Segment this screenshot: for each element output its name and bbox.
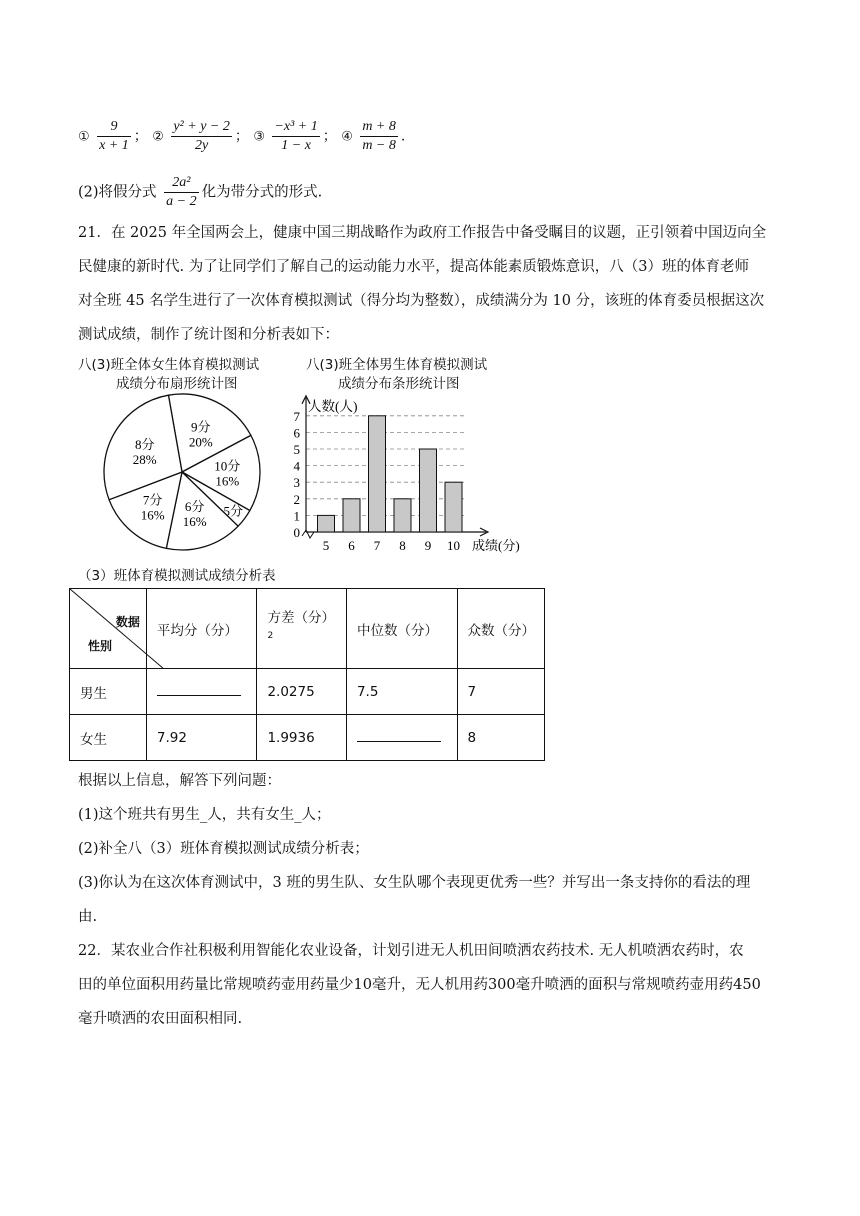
header-mode: 众数（分）	[457, 589, 544, 669]
answer-blank[interactable]	[357, 729, 441, 742]
part2-fraction	[164, 174, 198, 211]
row-label: 女生	[70, 715, 147, 761]
bar	[420, 449, 437, 532]
cell-mode: 8	[457, 715, 544, 761]
x-tick-label: 5	[322, 538, 330, 553]
q22-line: 毫升喷洒的农田面积相同.	[78, 1011, 243, 1027]
cell-mean: 7.92	[146, 715, 257, 761]
q22-paragraph	[78, 934, 788, 1036]
fraction-4	[360, 118, 398, 155]
q21-line: 21．在 2025 年全国两会上，健康中国三期战略作为政府工作报告中备受瞩目的议题，正引领着中国迈向全	[78, 225, 767, 241]
header-median: 中位数（分）	[346, 589, 457, 669]
x-tick-label: 6	[348, 538, 355, 553]
fraction-numerator: 2a²	[164, 174, 198, 193]
y-tick-label: 4	[293, 458, 300, 474]
header-mean: 平均分（分）	[146, 589, 257, 669]
x-tick-label: 8	[399, 538, 406, 553]
fraction-3	[272, 118, 319, 155]
bar	[369, 416, 386, 532]
x-axis-label: 成绩(分)	[472, 538, 520, 553]
q21-questions	[78, 764, 788, 934]
bar	[445, 482, 462, 532]
y-tick-label: 6	[293, 425, 300, 441]
pie-slice-label: 9分	[191, 419, 211, 435]
fraction-denominator: 1 − x	[281, 138, 311, 153]
pie-slice-percent: 16%	[140, 507, 165, 523]
table-row	[70, 715, 545, 761]
pie-slice-percent: 16%	[182, 513, 207, 529]
pie-slice-label: 6分	[184, 498, 205, 514]
q20-fraction-row	[78, 118, 405, 155]
y-tick-label: 5	[293, 442, 300, 457]
q21-question-line: (2)补全八（3）班体育模拟测试成绩分析表；	[78, 841, 369, 857]
q21-line: 民健康的新时代. 为了让同学们了解自己的运动能力水平，提高体能素质锻炼意识，八（3）班的体育老师	[78, 259, 749, 275]
cell-variance: 1.9936	[257, 715, 347, 761]
bar	[318, 515, 335, 532]
separator: ；	[234, 128, 249, 145]
q21-question-line: 由.	[78, 909, 98, 925]
table-header-row	[70, 589, 545, 669]
q21-paragraph	[78, 216, 788, 352]
corner-cell	[70, 589, 147, 669]
pie-slice-percent: 28%	[132, 451, 157, 467]
fraction-denominator: m − 8	[362, 138, 396, 153]
x-tick-label: 9	[424, 538, 432, 553]
cell-median: 7.5	[346, 669, 457, 715]
pie-slice-percent: 20%	[188, 434, 213, 450]
header-variance-sup: 2	[267, 630, 274, 641]
item-mark: ①	[78, 129, 90, 145]
item-mark: ④	[341, 129, 353, 145]
answer-blank[interactable]	[157, 683, 241, 696]
y-tick-label: 2	[293, 491, 300, 507]
q20-part2	[78, 174, 322, 211]
pie-chart	[96, 386, 268, 558]
corner-top-label: 数据	[115, 615, 140, 629]
bar-title-line1: 八(3)班全体男生体育模拟测试	[306, 357, 488, 373]
pie-slice-label: 8分	[134, 436, 155, 452]
fraction-numerator: −x³ + 1	[272, 118, 319, 137]
cell-median-blank[interactable]	[346, 715, 457, 761]
pie-slice-label: 7分	[142, 492, 163, 508]
fraction-numerator: m + 8	[360, 118, 398, 137]
separator: .	[400, 128, 406, 145]
pie-title-line2: 成绩分布扇形统计图	[116, 376, 238, 392]
item-mark: ③	[253, 129, 265, 145]
bar	[343, 499, 360, 532]
table-caption: （3）班体育模拟测试成绩分析表	[78, 568, 276, 584]
fraction-numerator: y² + y − 2	[171, 118, 232, 137]
axis-break	[302, 530, 314, 538]
fraction-1	[97, 118, 131, 155]
q22-line: 田的单位面积用药量比常规喷药壶用药量少10毫升，无人机用药300毫升喷洒的面积与常规喷药壶用药450	[78, 977, 761, 993]
x-tick-label: 10	[447, 538, 460, 553]
row-label: 男生	[70, 669, 147, 715]
part2-prefix: (2)将假分式	[78, 184, 157, 201]
y-tick-label: 7	[293, 408, 300, 424]
x-tick-label: 7	[373, 538, 381, 553]
corner-bottom-label: 性别	[88, 639, 113, 653]
part2-suffix: 化为带分式的形式.	[201, 184, 323, 201]
item-mark: ②	[152, 129, 164, 145]
cell-variance: 2.0275	[257, 669, 347, 715]
bar-title-line2: 成绩分布条形统计图	[338, 376, 460, 392]
table-row	[70, 669, 545, 715]
pie-slice-percent: 16%	[215, 473, 240, 489]
fraction-numerator: 9	[97, 118, 131, 137]
y-tick-label: 1	[293, 508, 300, 524]
q22-line: 22．某农业合作社积极利用智能化农业设备，计划引进无人机田间喷洒农药技术. 无人机喷洒农药时，农	[78, 943, 744, 959]
fraction-denominator: x + 1	[99, 138, 129, 153]
cell-mode: 7	[457, 669, 544, 715]
q21-question-line: (3)你认为在这次体育测试中，3 班的男生队、女生队哪个表现更优秀一些？并写出一条支持你的看法的理	[78, 875, 751, 891]
bar	[394, 499, 411, 532]
pie-slice-label: 10分	[214, 458, 241, 474]
header-variance	[257, 589, 347, 669]
q21-question-line: (1)这个班共有男生_人，共有女生_人；	[78, 807, 331, 823]
fraction-denominator: 2y	[195, 138, 209, 153]
q21-line: 测试成绩，制作了统计图和分析表如下：	[78, 327, 339, 343]
fraction-denominator: a − 2	[166, 194, 197, 209]
cell-mean-blank[interactable]	[146, 669, 257, 715]
y-tick-label: 0	[293, 525, 300, 540]
separator: ；	[322, 128, 337, 145]
y-axis-label: 人数(人)	[308, 398, 358, 414]
pie-slice-label: 5分	[223, 503, 243, 519]
bar-chart	[280, 386, 540, 558]
y-tick-label: 3	[293, 475, 300, 491]
fraction-2	[171, 118, 232, 155]
header-variance-text: 方差（分）	[267, 609, 335, 626]
separator: ；	[133, 128, 148, 145]
analysis-table	[69, 588, 545, 761]
q21-line: 对全班 45 名学生进行了一次体育模拟测试（得分均为整数），成绩满分为 10 分，该班的体育委员根据这次	[78, 293, 765, 309]
pie-title-line1: 八(3)班全体女生体育模拟测试	[78, 357, 260, 373]
q21-question-line: 根据以上信息，解答下列问题：	[78, 773, 281, 789]
